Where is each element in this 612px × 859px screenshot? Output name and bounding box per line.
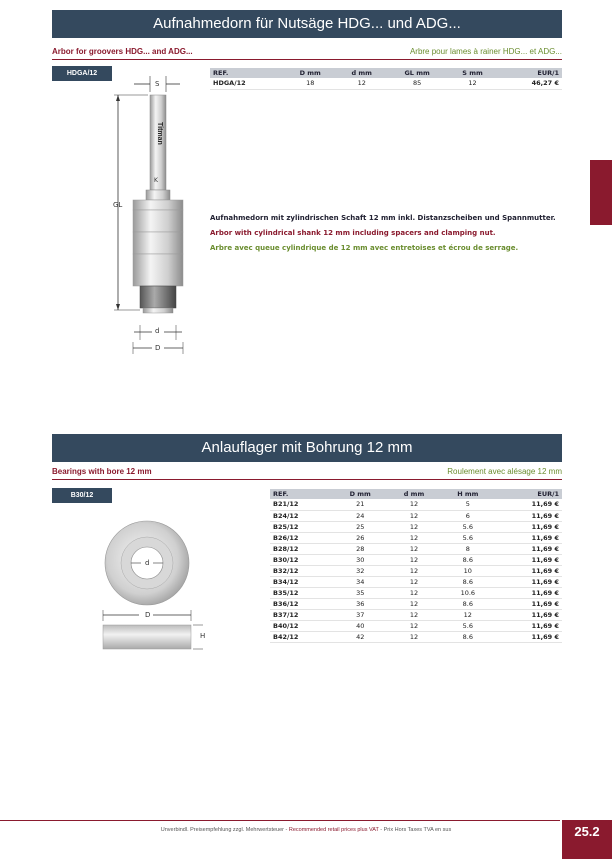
table-row bbox=[270, 543, 562, 554]
cell-D: 24 bbox=[333, 510, 388, 521]
footer-text bbox=[0, 827, 612, 833]
cell-d: 12 bbox=[387, 598, 440, 609]
arbor-table bbox=[210, 68, 562, 90]
cell-D: 32 bbox=[333, 565, 388, 576]
cell-h: 8.6 bbox=[441, 598, 496, 609]
cell-price: 11,69 € bbox=[495, 620, 562, 631]
cell-h: 8.6 bbox=[441, 631, 496, 642]
cell-price: 11,69 € bbox=[495, 609, 562, 620]
col-header: H mm bbox=[441, 489, 496, 499]
dim-gl-label: GL bbox=[113, 201, 123, 209]
table-row bbox=[270, 499, 562, 510]
cell-D: 25 bbox=[333, 521, 388, 532]
cell-price: 11,69 € bbox=[495, 521, 562, 532]
dim-D-label: D bbox=[155, 344, 161, 352]
dim-s-label: S bbox=[155, 80, 160, 88]
table-row bbox=[270, 631, 562, 642]
cell-ref: B25/12 bbox=[270, 521, 333, 532]
bearing-drawing bbox=[95, 515, 205, 655]
cell-h: 8 bbox=[441, 543, 496, 554]
cell-d: 12 bbox=[387, 510, 440, 521]
cell-h: 5.6 bbox=[441, 532, 496, 543]
col-header: EUR/1 bbox=[495, 489, 562, 499]
col-header: D mm bbox=[284, 68, 336, 78]
cell-d: 12 bbox=[387, 609, 440, 620]
col-header: REF. bbox=[270, 489, 333, 499]
table-row bbox=[270, 565, 562, 576]
cell-gl: 85 bbox=[387, 78, 447, 89]
cell-price: 11,69 € bbox=[495, 565, 562, 576]
col-header: S mm bbox=[447, 68, 498, 78]
cell-ref: B21/12 bbox=[270, 499, 333, 510]
cell-D: 26 bbox=[333, 532, 388, 543]
table-row bbox=[270, 609, 562, 620]
section2-subtitle-en: Bearings with bore 12 mm bbox=[52, 467, 152, 476]
footer-divider bbox=[0, 820, 560, 821]
cell-h: 12 bbox=[441, 609, 496, 620]
cell-d: 12 bbox=[387, 521, 440, 532]
col-header: d mm bbox=[336, 68, 387, 78]
desc-de: Aufnahmedorn mit zylindrischen Schaft 12 mm inkl. Distanzscheiben und Spannmutter. bbox=[210, 214, 556, 222]
cell-ref: B40/12 bbox=[270, 620, 333, 631]
cell-D: 28 bbox=[333, 543, 388, 554]
cell-ref: B26/12 bbox=[270, 532, 333, 543]
desc-en: Arbor with cylindrical shank 12 mm including spacers and clamping nut. bbox=[210, 229, 496, 237]
table-row bbox=[270, 532, 562, 543]
cell-ref: B32/12 bbox=[270, 565, 333, 576]
svg-text:K: K bbox=[154, 177, 158, 184]
cell-h: 8.6 bbox=[441, 576, 496, 587]
section1-subline bbox=[52, 44, 562, 60]
cell-d: 12 bbox=[387, 631, 440, 642]
section1-badge: HDGA/12 bbox=[52, 66, 112, 81]
cell-s: 12 bbox=[447, 78, 498, 89]
cell-h: 10 bbox=[441, 565, 496, 576]
section2-subtitle-fr: Roulement avec alésage 12 mm bbox=[447, 467, 562, 476]
cell-ref: HDGA/12 bbox=[210, 78, 284, 89]
section2-badge: B30/12 bbox=[52, 488, 112, 503]
table-row bbox=[270, 587, 562, 598]
cell-d: 12 bbox=[387, 543, 440, 554]
cell-price: 11,69 € bbox=[495, 554, 562, 565]
cell-ref: B34/12 bbox=[270, 576, 333, 587]
section2-title: Anlauflager mit Bohrung 12 mm bbox=[52, 434, 562, 462]
cell-d: 12 bbox=[387, 576, 440, 587]
col-header: D mm bbox=[333, 489, 388, 499]
cell-price: 46,27 € bbox=[498, 78, 562, 89]
cell-ref: B28/12 bbox=[270, 543, 333, 554]
cell-h: 5.6 bbox=[441, 620, 496, 631]
cell-price: 11,69 € bbox=[495, 598, 562, 609]
col-header: EUR/1 bbox=[498, 68, 562, 78]
col-header: GL mm bbox=[387, 68, 447, 78]
table-row bbox=[270, 521, 562, 532]
cell-D: 35 bbox=[333, 587, 388, 598]
col-header: REF. bbox=[210, 68, 284, 78]
table-row bbox=[270, 598, 562, 609]
cell-d: 12 bbox=[387, 554, 440, 565]
cell-price: 11,69 € bbox=[495, 631, 562, 642]
chapter-tab bbox=[590, 160, 612, 225]
bearing-dim-D-label: D bbox=[145, 611, 151, 619]
cell-h: 5.6 bbox=[441, 521, 496, 532]
cell-price: 11,69 € bbox=[495, 576, 562, 587]
cell-price: 11,69 € bbox=[495, 510, 562, 521]
cell-d: 12 bbox=[387, 565, 440, 576]
cell-D: 42 bbox=[333, 631, 388, 642]
dim-d-label: d bbox=[155, 327, 160, 335]
footer-text-fr: - Prix Hors Taxes TVA en sus bbox=[378, 827, 452, 833]
cell-h: 5 bbox=[441, 499, 496, 510]
section1-subtitle-fr: Arbre pour lames à rainer HDG... et ADG... bbox=[409, 47, 562, 56]
page-number: 25.2 bbox=[562, 820, 612, 859]
cell-D: 30 bbox=[333, 554, 388, 565]
cell-h: 8.6 bbox=[441, 554, 496, 565]
cell-price: 11,69 € bbox=[495, 532, 562, 543]
cell-h: 6 bbox=[441, 510, 496, 521]
cell-ref: B24/12 bbox=[270, 510, 333, 521]
cell-d: 12 bbox=[336, 78, 387, 89]
section1-subtitle-en: Arbor for groovers HDG... and ADG... bbox=[52, 47, 193, 56]
cell-ref: B36/12 bbox=[270, 598, 333, 609]
cell-D: 34 bbox=[333, 576, 388, 587]
desc-fr: Arbre avec queue cylindrique de 12 mm avec entretoises et écrou de serrage. bbox=[210, 244, 519, 252]
bearing-dim-H-label: H bbox=[200, 632, 206, 640]
cell-d: 12 bbox=[387, 587, 440, 598]
cell-price: 11,69 € bbox=[495, 543, 562, 554]
cell-d: 12 bbox=[387, 499, 440, 510]
cell-D: 36 bbox=[333, 598, 388, 609]
footer-text-de: Unverbindl. Preisempfehlung zzgl. Mehrwertsteuer - bbox=[160, 827, 289, 833]
section1-title: Aufnahmedorn für Nutsäge HDG... und ADG... bbox=[52, 10, 562, 38]
bearing-table bbox=[270, 489, 562, 643]
cell-D: 37 bbox=[333, 609, 388, 620]
table-row bbox=[270, 576, 562, 587]
table-row bbox=[210, 78, 562, 89]
cell-h: 10.6 bbox=[441, 587, 496, 598]
cell-price: 11,69 € bbox=[495, 499, 562, 510]
arbor-drawing bbox=[100, 70, 200, 360]
cell-D: 21 bbox=[333, 499, 388, 510]
table-row bbox=[270, 554, 562, 565]
cell-D: 40 bbox=[333, 620, 388, 631]
footer-text-en: Recommended retail prices plus VAT bbox=[288, 827, 379, 833]
bearing-dim-d-label: d bbox=[145, 559, 150, 567]
cell-ref: B35/12 bbox=[270, 587, 333, 598]
cell-ref: B42/12 bbox=[270, 631, 333, 642]
table-row bbox=[270, 620, 562, 631]
col-header: d mm bbox=[387, 489, 440, 499]
brand-logo: Titman bbox=[156, 122, 163, 145]
table-row bbox=[270, 510, 562, 521]
cell-price: 11,69 € bbox=[495, 587, 562, 598]
cell-ref: B30/12 bbox=[270, 554, 333, 565]
cell-d: 12 bbox=[387, 620, 440, 631]
cell-ref: B37/12 bbox=[270, 609, 333, 620]
cell-d: 12 bbox=[387, 532, 440, 543]
section2-subline bbox=[52, 464, 562, 480]
cell-D: 18 bbox=[284, 78, 336, 89]
